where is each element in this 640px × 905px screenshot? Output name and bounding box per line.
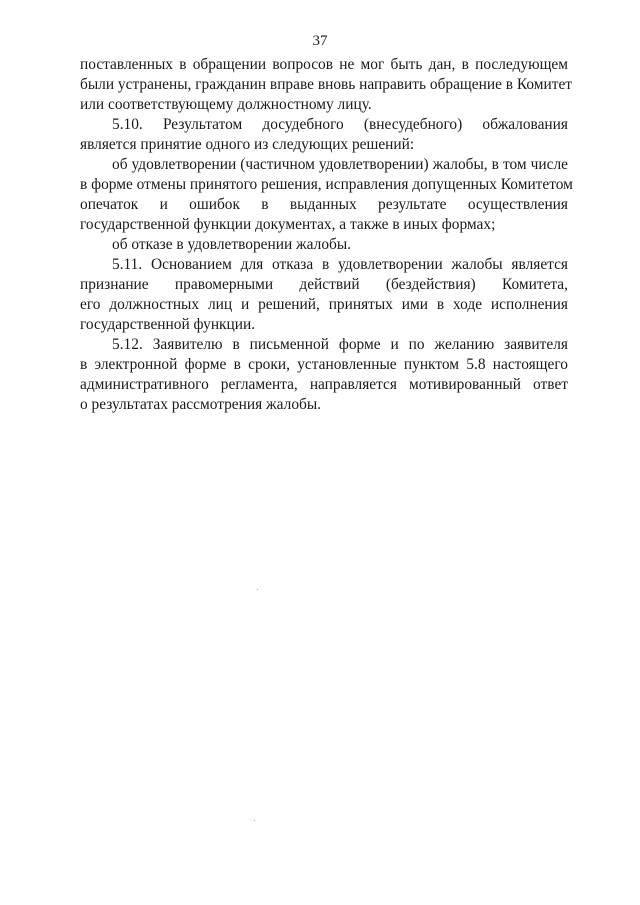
text-line: поставленных в обращении вопросов не мог быть дан, в последующем bbox=[80, 56, 568, 73]
text-line: 5.11. Основанием для отказа в удовлетворении жалобы является bbox=[112, 256, 568, 273]
text-line: государственной функции. bbox=[80, 316, 256, 333]
paragraph-5 bbox=[80, 255, 568, 335]
text-line: 5.10. Результатом досудебного (внесудебного) обжалования bbox=[112, 116, 568, 133]
text-line: государственной функции документах, а также в иных формах; bbox=[80, 216, 496, 233]
paragraph-1 bbox=[80, 55, 573, 115]
text-line: признание правомерными действий (бездействия) Комитета, bbox=[80, 276, 568, 293]
text-line: были устранены, гражданин вправе вновь направить обращение в Комитет bbox=[80, 76, 573, 93]
document-body bbox=[80, 55, 573, 415]
scan-speck bbox=[257, 589, 258, 590]
paragraph-2 bbox=[80, 115, 568, 155]
text-line: опечаток и ошибок в выданных результате осуществления bbox=[80, 196, 568, 213]
text-line: о результатах рассмотрения жалобы. bbox=[80, 396, 322, 413]
text-line: об удовлетворении (частичном удовлетворении) жалобы, в том числе bbox=[112, 156, 568, 173]
text-line: административного регламента, направляется мотивированный ответ bbox=[80, 376, 568, 393]
paragraph-6 bbox=[80, 335, 568, 415]
text-line: его должностных лиц и решений, принятых ими в ходе исполнения bbox=[80, 296, 568, 313]
paragraph-4 bbox=[80, 235, 568, 255]
text-line: в электронной форме в сроки, установленные пунктом 5.8 настоящего bbox=[80, 356, 568, 373]
text-line: является принятие одного из следующих решений: bbox=[80, 136, 415, 153]
paragraph-3 bbox=[80, 155, 573, 235]
text-line: 5.12. Заявителю в письменной форме и по желанию заявителя bbox=[112, 336, 568, 353]
scan-speck bbox=[254, 820, 255, 821]
text-line: или соответствующему должностному лицу. bbox=[80, 96, 372, 113]
text-line: в форме отмены принятого решения, исправления допущенных Комитетом bbox=[80, 176, 573, 193]
page-number: 37 bbox=[312, 33, 328, 49]
text-line: об отказе в удовлетворении жалобы. bbox=[112, 236, 352, 253]
